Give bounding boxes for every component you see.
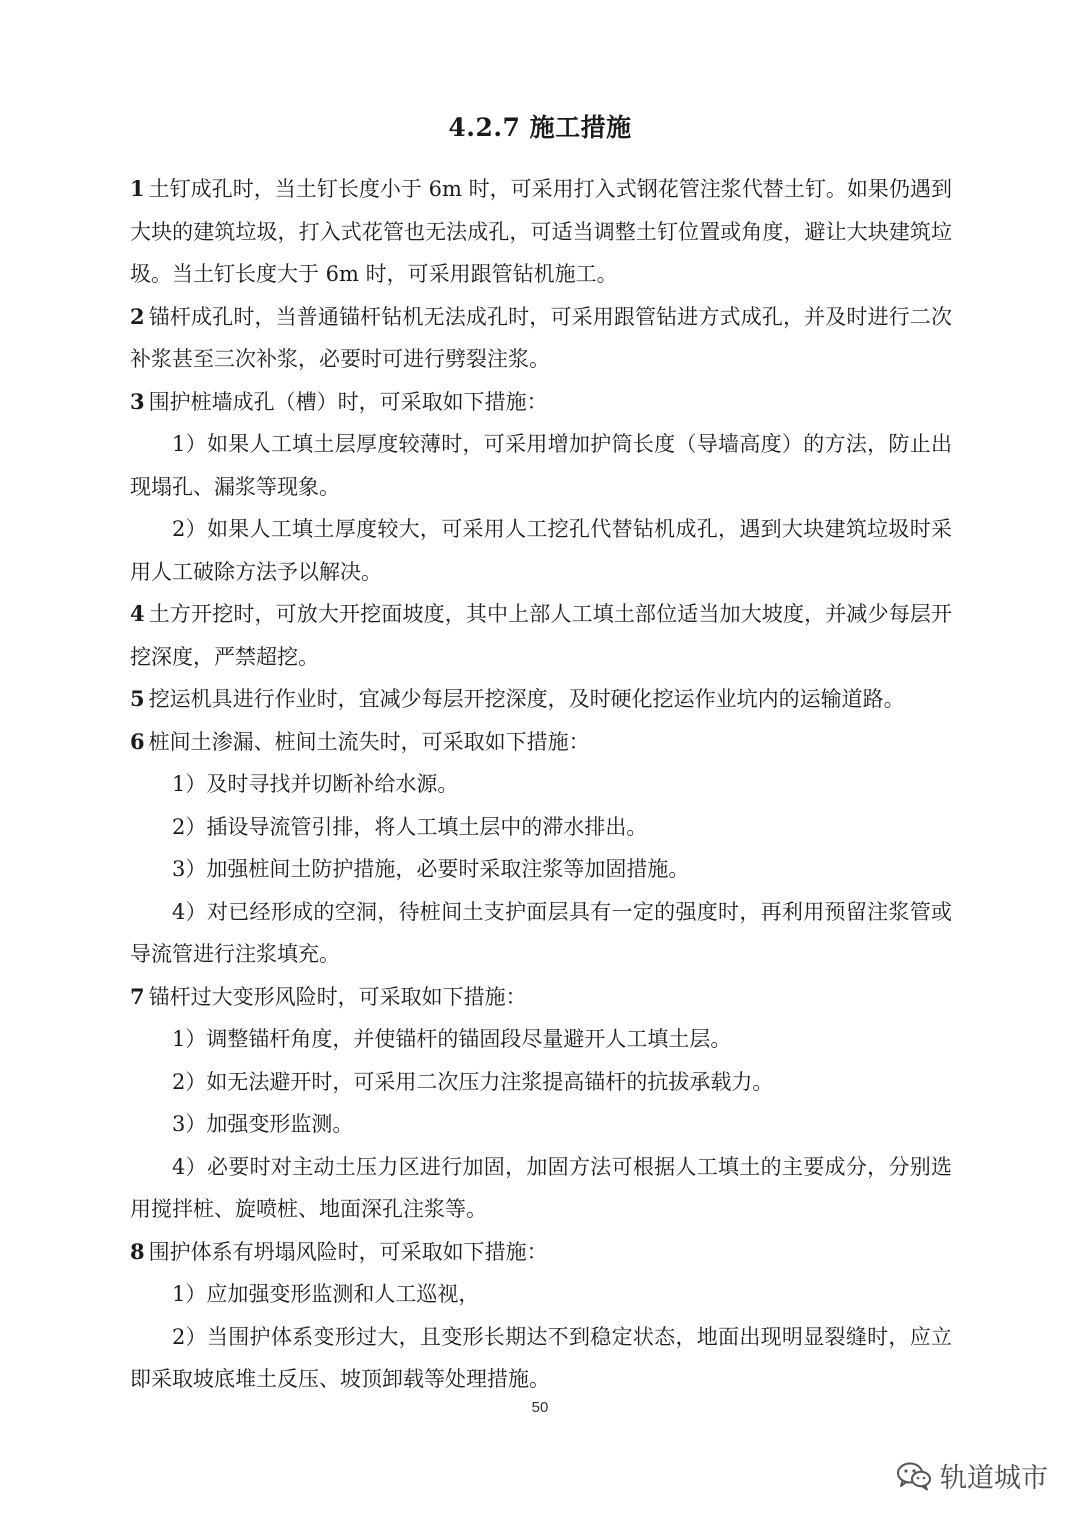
paragraph-text: 锚杆过大变形风险时，可采取如下措施：	[148, 984, 527, 1009]
sub-item-6-3	[130, 848, 952, 891]
sub-item-8-1	[130, 1273, 952, 1316]
paragraph-number: 6	[130, 728, 145, 754]
sub-item-text: 2）如果人工填土厚度较大，可采用人工挖孔代替钻机成孔，遇到大块建筑垃圾时采用人工破除方法予以解决。	[130, 517, 952, 584]
paragraph-5	[130, 678, 952, 721]
wechat-icon	[896, 1461, 932, 1491]
paragraph-number: 3	[130, 388, 145, 414]
paragraph-number: 5	[130, 686, 145, 711]
paragraph-text: 桩间土渗漏、桩间土流失时，可采取如下措施：	[148, 729, 590, 754]
page-number: 50	[531, 1399, 549, 1416]
watermark-text: 轨道城市	[940, 1463, 1048, 1494]
paragraph-text: 土钉成孔时，当土钉长度小于 6m 时，可采用打入式钢花管注浆代替土钉。如果仍遇到大块的建筑垃圾，打入式花管也无法成孔，可适当调整土钉位置或角度，避让大块建筑垃圾。当土钉长度大于 6m 时，可采用跟管钻机施工。	[130, 177, 952, 286]
sub-item-7-2	[130, 1061, 952, 1104]
paragraph-text: 锚杆成孔时，当普通锚杆钻机无法成孔时，可采用跟管钻进方式成孔，并及时进行二次补浆甚至三次补浆，必要时可进行劈裂注浆。	[130, 304, 952, 371]
sub-item-text: 3）加强变形监测。	[172, 1112, 354, 1136]
paragraph-text: 土方开挖时，可放大开挖面坡度，其中上部人工填土部位适当加大坡度，并减少每层开挖深度，严禁超挖。	[130, 602, 952, 669]
paragraph-7	[130, 976, 952, 1019]
sub-item-text: 3）加强桩间土防护措施，必要时采取注浆等加固措施。	[172, 857, 690, 881]
paragraph-4	[130, 593, 952, 678]
paragraph-number: 2	[130, 303, 145, 329]
sub-item-text: 2）如无法避开时，可采用二次压力注浆提高锚杆的抗拔承载力。	[172, 1069, 774, 1094]
paragraph-text: 围护桩墙成孔（槽）时，可采取如下措施：	[148, 389, 548, 414]
sub-item-text: 2）插设导流管引排，将人工填土层中的滞水排出。	[172, 814, 648, 839]
watermark	[896, 1456, 1048, 1495]
paragraph-number: 1	[130, 176, 145, 201]
paragraph-8	[130, 1231, 952, 1274]
paragraph-text: 挖运机具进行作业时，宜减少每层开挖深度，及时硬化挖运作业坑内的运输道路。	[148, 687, 905, 711]
sub-item-6-2	[130, 806, 952, 849]
sub-item-text: 1）应加强变形监测和人工巡视，	[172, 1282, 480, 1306]
sub-item-3-2	[130, 508, 952, 593]
paragraph-2	[130, 296, 952, 381]
sub-item-text: 4）对已经形成的空洞，待桩间土支护面层具有一定的强度时，再利用预留注浆管或导流管进行注浆填充。	[130, 899, 952, 966]
sub-item-7-1	[130, 1018, 952, 1061]
section-title: 4.2.7 施工措施	[448, 113, 632, 142]
sub-item-text: 1）如果人工填土层厚度较薄时，可采用增加护筒长度（导墙高度）的方法，防止出现塌孔、漏浆等现象。	[130, 432, 952, 499]
sub-item-text: 2）当围护体系变形过大，且变形长期达不到稳定状态，地面出现明显裂缝时，应立即采取坡底堆土反压、坡顶卸载等处理措施。	[130, 1324, 952, 1391]
paragraph-text: 围护体系有坍塌风险时，可采取如下措施：	[148, 1239, 548, 1264]
body-text	[130, 168, 952, 1401]
paragraph-number: 8	[130, 1238, 145, 1264]
paragraph-1	[130, 168, 952, 296]
sub-item-6-1	[130, 763, 952, 806]
sub-item-6-4	[130, 891, 952, 976]
paragraph-6	[130, 721, 952, 764]
sub-item-text: 1）及时寻找并切断补给水源。	[172, 772, 459, 796]
paragraph-number: 7	[130, 983, 145, 1009]
sub-item-text: 1）调整锚杆角度，并使锚杆的锚固段尽量避开人工填土层。	[172, 1027, 732, 1051]
sub-item-8-2	[130, 1316, 952, 1401]
paragraph-number: 4	[130, 601, 145, 626]
paragraph-3	[130, 381, 952, 424]
sub-item-3-1	[130, 423, 952, 508]
sub-item-text: 4）必要时对主动土压力区进行加固，加固方法可根据人工填土的主要成分，分别选用搅拌桩、旋喷桩、地面深孔注浆等。	[130, 1154, 952, 1221]
sub-item-7-4	[130, 1146, 952, 1231]
sub-item-7-3	[130, 1103, 952, 1146]
